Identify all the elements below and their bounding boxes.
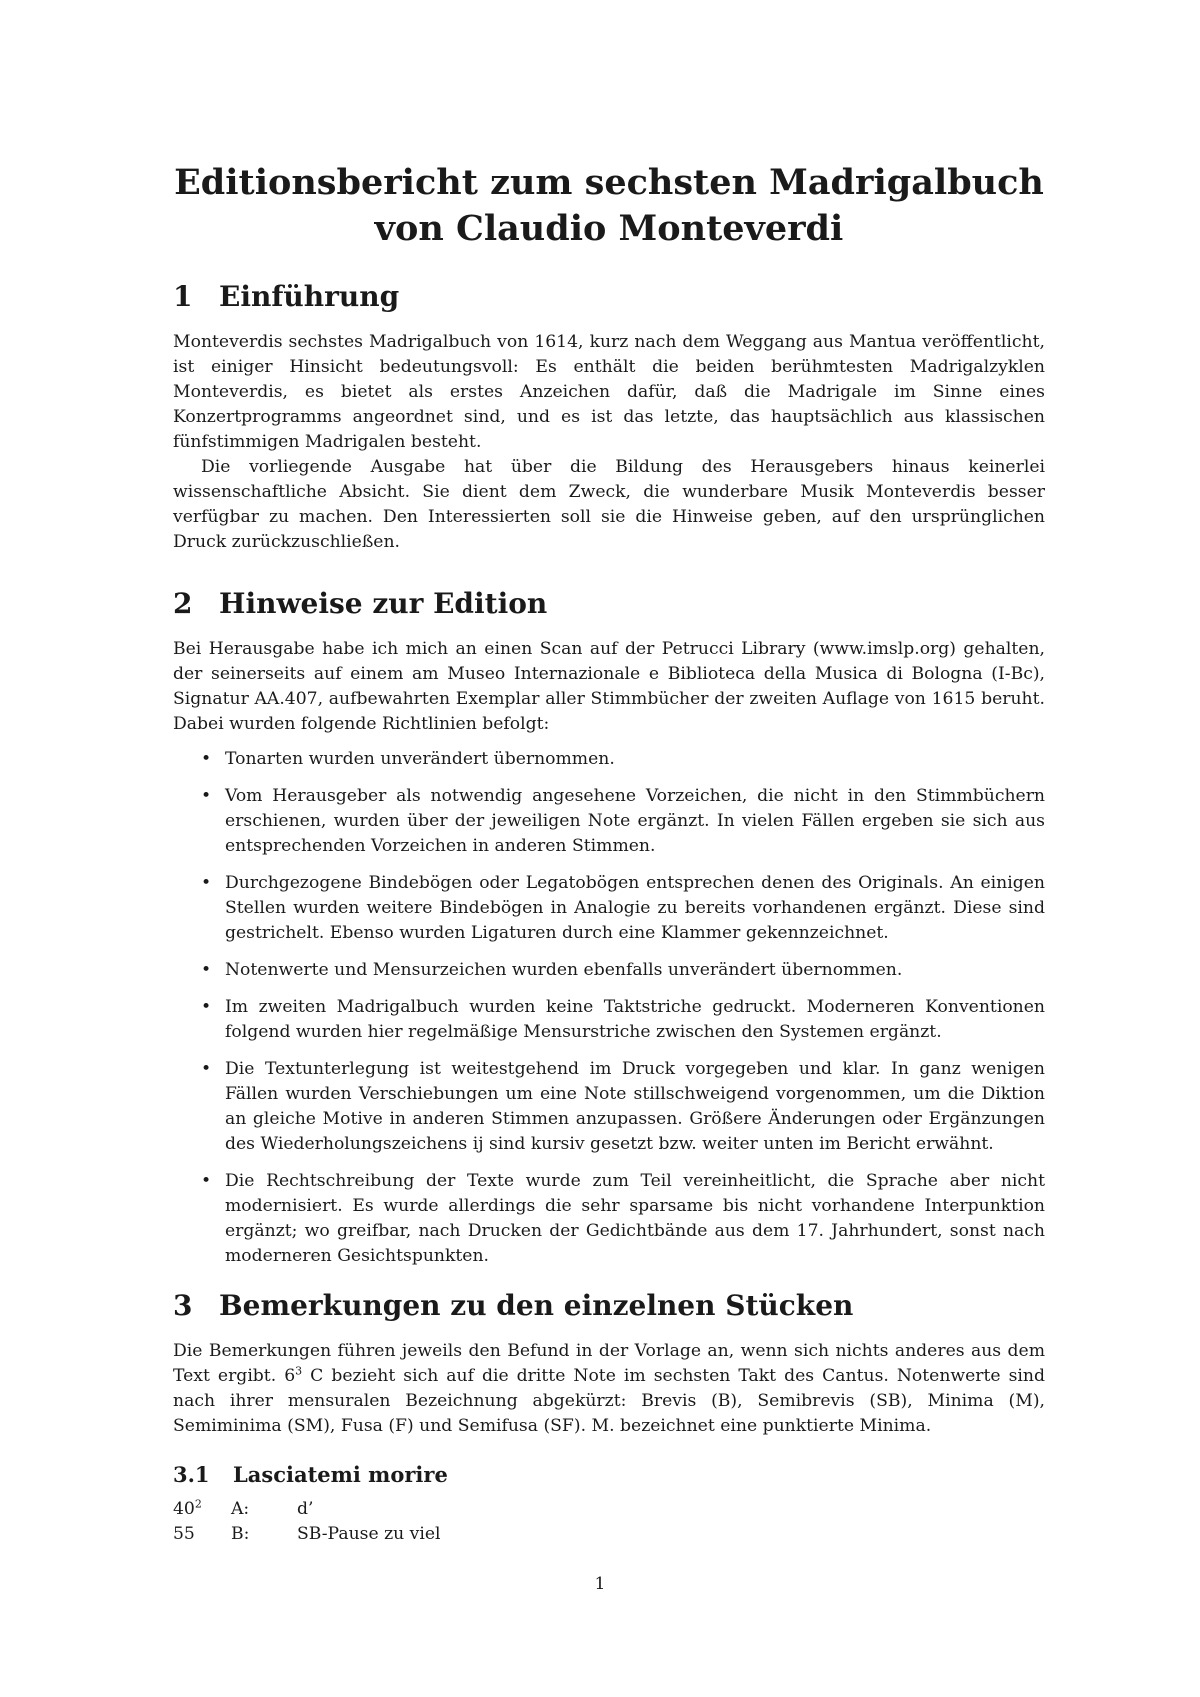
table-row — [173, 1522, 441, 1547]
bullet-icon: • — [201, 997, 212, 1017]
document-page — [173, 160, 1045, 1547]
section-title: Bemerkungen zu den einzelnen Stücken — [219, 1289, 854, 1322]
bullet-icon: • — [201, 873, 212, 893]
list-item: • Durchgezogene Bindebögen oder Legatobögen entsprechen denen des Originals. An einigen Stellen wurden weitere Bindebögen in Analogie zu bereits vorhandenen ergänzt. Diese sind gestrichelt. Ebenso wurden Ligaturen durch eine Klammer gekennzeichnet. — [201, 873, 1045, 943]
subsection-lasciatemi-morire — [173, 1461, 1045, 1547]
bar-cell: 55 — [173, 1524, 195, 1544]
voice-cell: A: — [231, 1499, 250, 1519]
list-item: • Die Textunterlegung ist weitestgehend im Druck vorgegeben und klar. In ganz wenigen Fällen wurden Verschiebungen um eine Note stillschweigend vorgenommen, um die Diktion an gleiche Motive in anderen Stimmen anzupassen. Größere Änderungen oder Ergänzungen des Wiederholungszeichens ij sind kursiv gesetzt bzw. weiter unten im Bericht erwähnt. — [201, 1059, 1045, 1154]
section-heading — [173, 587, 1045, 621]
bar-cell: $40^2$ — [173, 1497, 202, 1519]
section-title: Hinweise zur Edition — [219, 587, 548, 620]
list-item: • Tonarten wurden unverändert übernommen. — [173, 747, 1045, 772]
table-row — [173, 1497, 441, 1522]
remarks-table — [173, 1497, 441, 1547]
list-item: • Vom Herausgeber als notwendig angesehene Vorzeichen, die nicht in den Stimmbüchern erschienen, wurden über der jeweiligen Note ergänzt. In vielen Fällen ergeben sie sich aus entsprechenden Vorzeichen in anderen Stimmen. — [201, 786, 1045, 856]
guidelines-list — [173, 747, 1045, 1269]
section-title: Einführung — [219, 280, 400, 313]
section-heading — [173, 280, 1045, 314]
subsection-title: Lasciatemi morire — [233, 1462, 448, 1487]
paragraph: Bei Herausgabe habe ich mich an einen Scan auf der Petrucci Library (www.imslp.org) gehalten, der seinerseits auf einem am Museo Internazionale e Biblioteca della Musica di Bologna (I-Bc), Signatur AA.407, aufbewahrten Exemplar aller Stimmbücher der zweiten Auflage von 1615 beruht. Dabei wurden folgende Richtlinien befolgt: — [173, 639, 1045, 734]
remark-cell: d’ — [297, 1499, 314, 1519]
paragraph: Die vorliegende Ausgabe hat über die Bildung des Herausgebers hinaus keinerlei wissenschaftliche Absicht. Sie dient dem Zweck, die wunderbare Musik Monteverdis besser verfügbar zu machen. Den Interessierten soll sie die Hinweise geben, auf den ursprünglichen Druck zurückzuschließen. — [173, 457, 1045, 552]
bullet-icon: • — [201, 1059, 212, 1079]
list-item: • Die Rechtschreibung der Texte wurde zum Teil vereinheitlicht, die Sprache aber nicht modernisiert. Es wurde allerdings die sehr sparsame bis nicht vorhandene Interpunktion ergänzt; wo greifbar, nach Drucken der Gedichtbände aus dem 17. Jahrhundert, sonst nach moderneren Gesichtspunkten. — [201, 1171, 1045, 1266]
subsection-number: 3.1 — [173, 1462, 210, 1487]
list-item: • Im zweiten Madrigalbuch wurden keine Taktstriche gedruckt. Moderneren Konventionen folgend wurden hier regelmäßige Mensurstriche zwischen den Systemen ergänzt. — [201, 997, 1045, 1042]
section-number: 3 — [173, 1289, 193, 1322]
section-edition-notes — [173, 587, 1045, 1269]
section-number: 2 — [173, 587, 193, 620]
document-title: Editionsbericht zum sechsten Madrigalbuch von Claudio Monteverdi — [174, 162, 1044, 249]
bullet-icon: • — [201, 960, 212, 980]
subsection-heading — [173, 1461, 1045, 1489]
paragraph: Monteverdis sechstes Madrigalbuch von 1614, kurz nach dem Weggang aus Mantua veröffentlicht, ist einiger Hinsicht bedeutungsvoll: Es enthält die beiden berühmtesten Madrigalzyklen Monteverdis, es bietet als erstes Anzeichen dafür, daß die Madrigale im Sinne eines Konzertprogramms angeordnet sind, und es ist das letzte, das hauptsächlich aus klassischen fünfstimmigen Madrigalen besteht. — [173, 332, 1045, 452]
bullet-icon: • — [201, 749, 212, 769]
bullet-icon: • — [201, 786, 212, 806]
section-number: 1 — [173, 280, 193, 313]
section-introduction — [173, 280, 1045, 555]
page-number: 1 — [594, 1574, 606, 1594]
bullet-icon: • — [201, 1171, 212, 1191]
section-heading — [173, 1289, 1045, 1323]
remark-cell: SB-Pause zu viel — [297, 1524, 441, 1544]
list-item: • Notenwerte und Mensurzeichen wurden ebenfalls unverändert übernommen. — [173, 958, 1045, 983]
paragraph: Die Bemerkungen führen jeweils den Befund in der Vorlage an, wenn sich nichts anderes aus dem Text ergibt. $6^3$ C bezieht sich auf die dritte Note im sechsten Takt des Cantus. Notenwerte sind nach ihrer mensuralen Bezeichnung abgekürzt: Brevis (B), Semibrevis (SB), Minima (M), Semiminima (SM), Fusa (F) und Semifusa (SF). M. bezeichnet eine punktierte Minima. — [173, 1341, 1046, 1436]
voice-cell: B: — [231, 1524, 250, 1544]
section-remarks — [173, 1289, 1045, 1547]
